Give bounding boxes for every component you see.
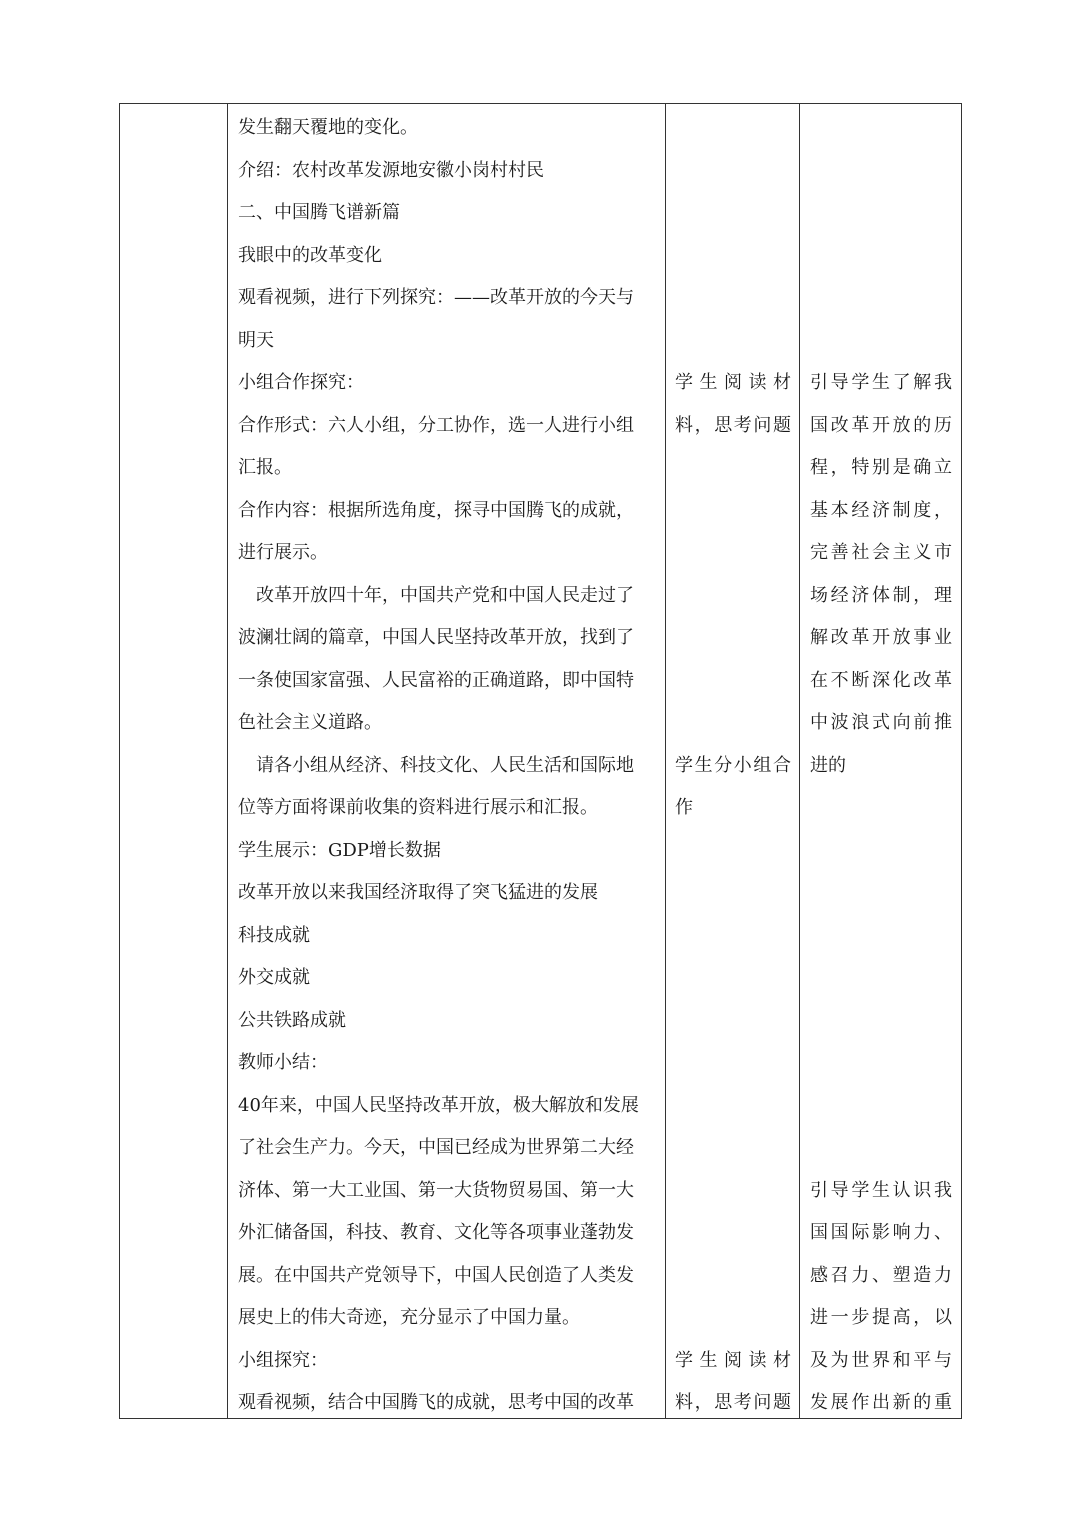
process-line: 公共铁路成就 (238, 1009, 346, 1031)
process-line: 进行展示。 (238, 542, 328, 563)
design-intent-line: 中 波 浪 式 向 前 推 (810, 712, 952, 733)
process-line: 波澜壮阔的篇章，中国人民坚持改革开放，找到了 (238, 627, 634, 648)
process-line: 济体、第一大工业国、第一大货物贸易国、第一大 (238, 1179, 634, 1201)
design-intent-line: 引 导 学 生 认 识 我 (810, 1179, 952, 1201)
process-line: 展。在中国共产党领导下，中国人民创造了人类发 (238, 1264, 634, 1286)
process-line: 位等方面将课前收集的资料进行展示和汇报。 (238, 797, 598, 818)
process-line: 外汇储备国，科技、教育、文化等各项事业蓬勃发 (238, 1222, 634, 1243)
process-line: 一条使国家富强、人民富裕的正确道路，即中国特 (238, 669, 634, 691)
process-line: 色社会主义道路。 (238, 712, 382, 733)
process-line: 教师小结： (238, 1052, 328, 1073)
process-line: 二、中国腾飞谱新篇 (238, 202, 400, 223)
design-intent-line: 进 一 步 提 高 ， 以 (810, 1307, 952, 1328)
design-intent-line: 程 ， 特 别 是 确 立 (810, 457, 952, 478)
process-line: 小组探究： (238, 1349, 328, 1371)
design-intent-line: 解 改 革 开 放 事 业 (810, 627, 952, 648)
process-line: 合作形式：六人小组，分工协作，选一人进行小组 (238, 414, 634, 436)
design-intent-line: 引 导 学 生 了 解 我 (810, 372, 952, 393)
process-line: 明天 (238, 329, 274, 351)
design-intent-line: 发 展 作 出 新 的 重 (810, 1392, 952, 1413)
process-line: 请各小组从经济、科技文化、人民生活和国际地 (238, 754, 634, 776)
process-line: 40年来，中国人民坚持改革开放，极大解放和发展 (238, 1094, 639, 1116)
design-intent-line: 国 国 际 影 响 力 、 (810, 1222, 952, 1243)
process-line: 改革开放四十年，中国共产党和中国人民走过了 (238, 584, 634, 606)
column-divider (665, 104, 666, 1418)
column-divider (227, 104, 228, 1418)
process-line: 观看视频，进行下列探究：——改革开放的今天与 (238, 287, 634, 308)
student-activity-line: 作 (675, 797, 693, 818)
design-intent-line: 感 召 力 、 塑 造 力 (810, 1264, 952, 1286)
design-intent-line: 基 本 经 济 制 度 ， (810, 499, 952, 521)
process-line: 了社会生产力。今天，中国已经成为世界第二大经 (238, 1137, 634, 1158)
student-activity-line: 学 生 阅 读 材 (675, 1349, 791, 1371)
process-line: 外交成就 (238, 967, 310, 988)
process-line: 介绍：农村改革发源地安徽小岗村村民 (238, 159, 544, 181)
process-line: 展史上的伟大奇迹，充分显示了中国力量。 (238, 1307, 580, 1328)
design-intent-line: 完 善 社 会 主 义 市 (810, 542, 952, 563)
design-intent-line: 国 改 革 开 放 的 历 (810, 414, 952, 436)
process-line: 小组合作探究： (238, 372, 364, 393)
process-line: 改革开放以来我国经济取得了突飞猛进的发展 (238, 882, 598, 903)
column-divider (799, 104, 800, 1418)
design-intent-line: 在 不 断 深 化 改 革 (810, 669, 952, 691)
process-line: 学生展示：GDP增长数据 (238, 839, 441, 861)
student-activity-line: 学 生 阅 读 材 (675, 372, 791, 393)
process-line: 合作内容：根据所选角度，探寻中国腾飞的成就， (238, 499, 634, 521)
design-intent-line: 进的 (810, 754, 846, 776)
process-line: 科技成就 (238, 924, 310, 946)
process-line: 发生翻天覆地的变化。 (238, 117, 418, 138)
process-line: 观看视频，结合中国腾飞的成就，思考中国的改革 (238, 1392, 634, 1413)
design-intent-line: 场 经 济 体 制 ， 理 (810, 584, 952, 606)
student-activity-line: 料 ， 思 考 问 题 (675, 414, 791, 436)
student-activity-line: 料 ， 思 考 问 题 (675, 1392, 791, 1413)
process-line: 汇报。 (238, 457, 292, 478)
process-line: 我眼中的改革变化 (238, 244, 382, 266)
lesson-plan-table (119, 103, 962, 1419)
design-intent-line: 及 为 世 界 和 平 与 (810, 1349, 952, 1371)
student-activity-line: 学 生 分 小 组 合 (675, 754, 791, 776)
